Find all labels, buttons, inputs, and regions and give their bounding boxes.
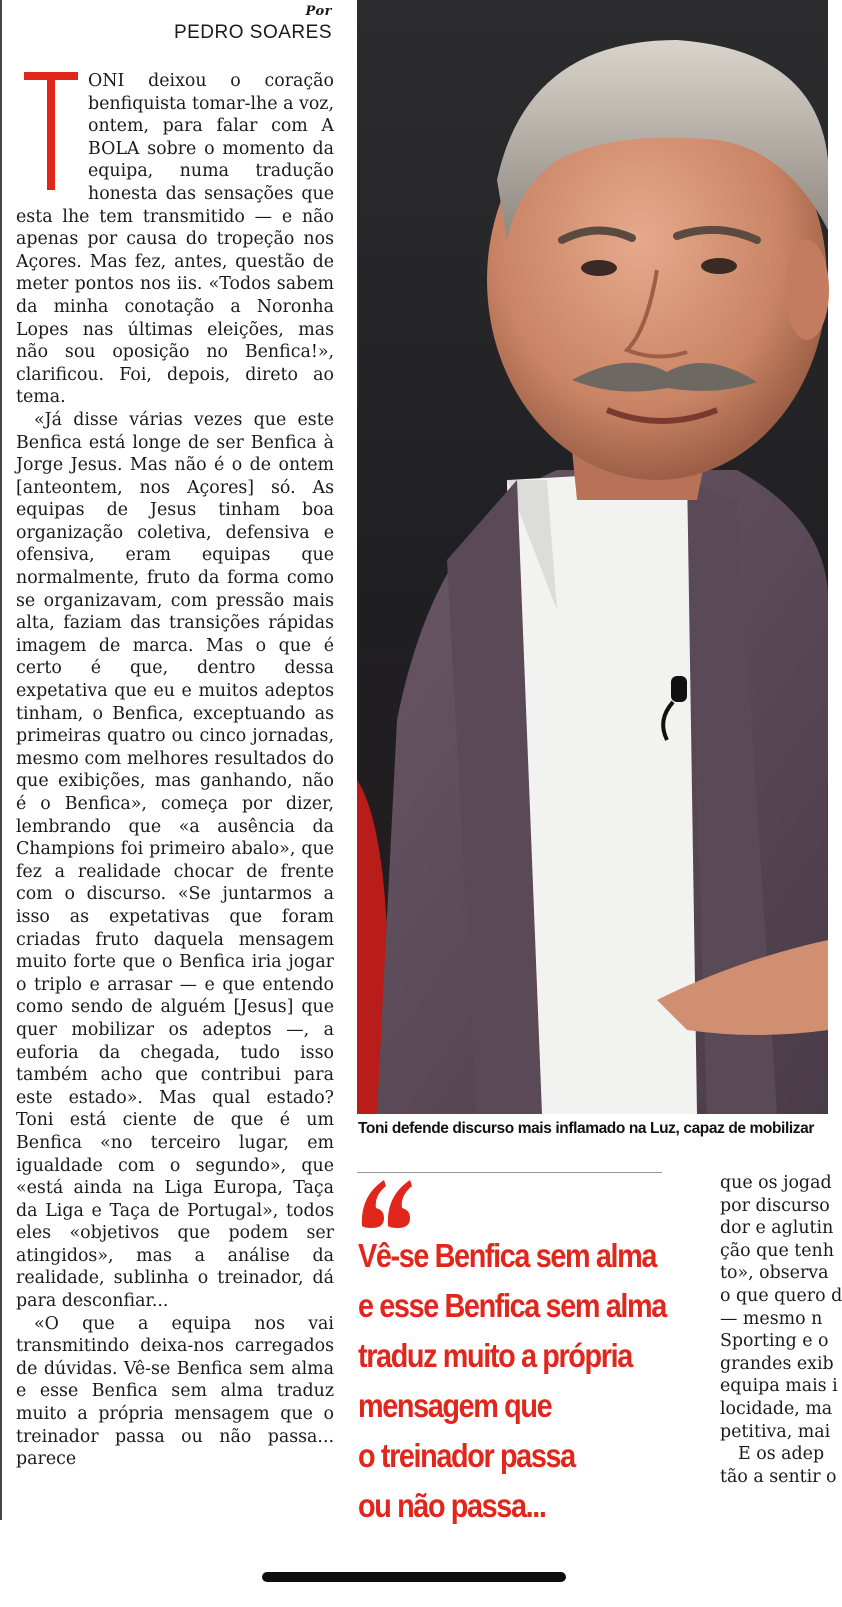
- pull-quote: [358, 1232, 666, 1532]
- right-column-line: ção que tenh: [720, 1240, 834, 1261]
- article-body: [16, 70, 334, 1471]
- right-column-text: [720, 1172, 842, 1488]
- right-column-line: tão a sentir o: [720, 1466, 837, 1487]
- right-column-line: to», observa: [720, 1263, 829, 1284]
- right-column-line: — mesmo n: [720, 1308, 823, 1329]
- pull-quote-line: ou não passa...: [358, 1488, 546, 1525]
- pull-quote-line: Vê-se Benfica sem alma: [358, 1238, 657, 1275]
- pull-quote-line: mensagem que: [358, 1388, 552, 1425]
- right-column-line: por discurso: [720, 1195, 830, 1216]
- photo-caption: Toni defende discurso mais inflamado na Luz, capaz de mobilizar: [358, 1120, 814, 1137]
- pull-quote-rule: [357, 1172, 662, 1173]
- drop-cap-t: [16, 72, 80, 196]
- article-paragraph-1: ONI deixou o coração benfiquista tomar-lhe a voz, ontem, para falar com A BOLA sobre o momento da equipa, numa tradução honesta das sensações que esta lhe tem transmitido — e não apenas por causa do tropeção nos Açores. Mas fez, antes, questão de meter pontos nos iis. «Todos sabem da minha conotação a Noronha Lopes nas últimas eleições, mas não sou oposição no Benfica!», clarificou. Foi, depois, direto ao tema.: [16, 71, 334, 408]
- byline-prefix: Por: [305, 4, 332, 19]
- article-paragraph-3: «O que a equipa nos vai transmitindo deixa-nos carregados de dúvidas. Vê-se Benfica sem alma e esse Benfica sem alma traduz muito a própria mensagem que o treinador passa ou não passa... parece: [16, 1313, 334, 1470]
- quote-mark-icon: [358, 1176, 414, 1230]
- left-edge-rule: [0, 0, 2, 1520]
- author-name: PEDRO SOARES: [173, 22, 332, 43]
- right-column-line: petitiva, mai: [720, 1421, 831, 1442]
- right-column-line: que os jogad: [720, 1173, 832, 1193]
- right-column-line: equipa mais i: [720, 1376, 838, 1397]
- article-paragraph-2: «Já disse várias vezes que este Benfica está longe de ser Benfica à Jorge Jesus. Mas não é o de ontem [anteontem, nos Açores] só. As equipas de Jesus tinham boa organização coletiva, defensiva e ofensiva, eram equipas que normalmente, fruto da forma como se organizavam, com pressão mais alta, faziam das transições rápidas imagem de marca. Mas o que é certo é que, dentro dessa expetativa que eu e muitos adeptos tinham, o Benfica, exceptuando as primeiras quatro ou cinco jornadas, mesmo com melhores resultados do que exibições, mas ganhando, não é o Benfica», começa por dizer, lembrando que «a ausência da Champions foi primeiro abalo», que fez a realidade chocar de frente com o discurso. «Se juntarmos a isso as expetativas que foram criadas fruto daquela mensagem muito forte que o Benfica iria jogar o triplo e arrasar — e que entendo como sendo de alguém [Jesus] que quer mobilizar os adeptos —, a euforia da chegada, tudo isso também acho que contribui para este estado». Mas qual estado? Toni está ciente de que é um Benfica «no terceiro lugar, em igualdade com o segundo», que «está ainda na Liga Europa, Taça da Liga e Taça de Portugal», todos eles «objetivos que podem ser atingidos», mas a análise da realidade, sublinha o treinador, dá para desconfiar...: [16, 409, 334, 1312]
- right-column-line: grandes exib: [720, 1353, 834, 1374]
- right-column-line: Sporting e o: [720, 1331, 829, 1352]
- pull-quote-line: o treinador passa: [358, 1438, 575, 1475]
- right-column-line: locidade, ma: [720, 1398, 833, 1419]
- right-column-line: dor e aglutin: [720, 1218, 834, 1239]
- portrait-illustration: [357, 0, 828, 1114]
- home-indicator[interactable]: [262, 1572, 566, 1582]
- pull-quote-line: traduz muito a própria: [358, 1338, 632, 1375]
- pull-quote-line: e esse Benfica sem alma: [358, 1288, 666, 1325]
- right-column-line: o que quero d: [720, 1285, 842, 1306]
- portrait-photo: [357, 0, 828, 1114]
- right-column-line: E os adep: [738, 1444, 825, 1465]
